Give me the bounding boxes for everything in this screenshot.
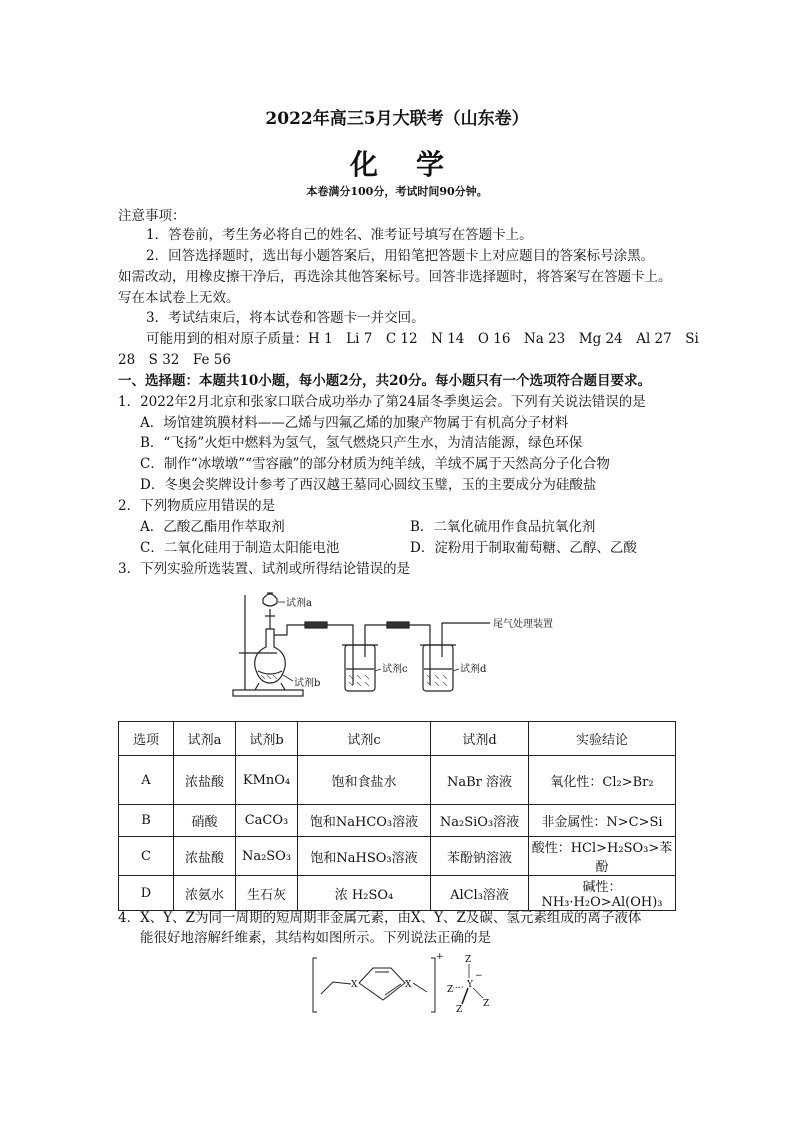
table-cell: 饱和食盐水: [298, 756, 431, 805]
table-cell: 生石灰: [236, 876, 298, 911]
separatory-funnel: [263, 594, 277, 606]
q2-option-b: B．二氧化硫用作食品抗氧化剂: [410, 519, 596, 535]
table-cell: Na₂SiO₃溶液: [431, 805, 529, 837]
label-tail-gas: 尾气处理装置: [493, 619, 553, 630]
q1-option-c: C．制作“冰墩墩”“雪容融”的部分材质为纯羊绒，羊绒不属于天然高分子化合物: [140, 456, 610, 472]
anion-z-top: Z: [465, 955, 472, 965]
table-cell: Na₂SO₃: [236, 837, 298, 876]
note-item-2-line-3: 写在本试卷上无效。: [118, 290, 240, 306]
table-cell: D: [119, 876, 174, 911]
section-heading: 一、选择题：本题共10小题，每小题2分，共20分。每小题只有一个选项符合题目要求。: [118, 373, 651, 389]
wash-bottle-d: [423, 645, 453, 691]
note-item-3: 3．考试结束后，将本试卷和答题卡一并交回。: [146, 310, 425, 326]
table-cell: AlCl₃溶液: [431, 876, 529, 911]
q3-stem: 3．下列实验所选装置、试剂或所得结论错误的是: [118, 561, 411, 577]
q4-stem-line-2: 能很好地溶解纤维素，其结构如图所示。下列说法正确的是: [140, 930, 491, 946]
table-header: 选项: [119, 722, 174, 756]
table-cell: C: [119, 837, 174, 876]
table-header: 试剂d: [431, 722, 529, 756]
table-cell: 酸性：HCl>H₂SO₃>苯酚: [529, 837, 676, 876]
q2-option-c: C．二氧化硅用于制造太阳能电池: [140, 540, 340, 556]
reagent-b-level: [258, 671, 282, 674]
table-cell: NaBr 溶液: [431, 756, 529, 805]
stand-base: [233, 690, 303, 696]
table-header: 实验结论: [529, 722, 676, 756]
anion-charge: −: [475, 971, 483, 981]
ionic-liquid-structure: [305, 950, 515, 1020]
table-row: [119, 756, 676, 805]
table-cell: B: [119, 805, 174, 837]
label-reagent-a: 试剂a: [286, 598, 312, 609]
subject-title: 化学: [349, 148, 482, 181]
delivery-tube-3: [442, 623, 490, 645]
table-row: [119, 805, 676, 837]
q2-option-a: A．乙酸乙酯用作萃取剂: [140, 519, 285, 535]
notes-heading: 注意事项：: [118, 208, 186, 224]
rubber-connector-1: [305, 622, 327, 628]
table-header: 试剂c: [298, 722, 431, 756]
anion-y: Y: [467, 980, 473, 990]
q2-stem: 2．下列物质应用错误的是: [118, 498, 276, 514]
rubber-connector-2: [387, 622, 409, 628]
atomic-masses-line-2: 28 S 32 Fe 56: [118, 352, 231, 368]
table-cell: CaCO₃: [236, 805, 298, 837]
q1-option-a: A．场馆建筑膜材料——乙烯与四氟乙烯的加聚产物属于有机高分子材料: [140, 415, 569, 431]
anion-z-bottom: Z: [456, 1005, 463, 1015]
q1-stem: 1．2022年2月北京和张家口联合成功举办了第24届冬季奥运会。下列有关说法错误的是: [118, 394, 646, 410]
ring-atom-x2: X: [405, 980, 412, 990]
table-cell: 饱和NaHSO₃溶液: [298, 837, 431, 876]
exam-title: 2022年高三5月大联考（山东卷）: [265, 109, 529, 129]
q2-option-d: D．淀粉用于制取葡萄糖、乙醇、乙酸: [410, 540, 637, 556]
q3-table: [118, 721, 676, 911]
table-cell: 苯酚钠溶液: [431, 837, 529, 876]
bracket-left: [313, 958, 317, 1012]
table-cell: 浓盐酸: [174, 756, 236, 805]
apparatus-diagram: [225, 585, 585, 710]
table-cell: 浓 H₂SO₄: [298, 876, 431, 911]
ring-atom-x1: X: [351, 980, 358, 990]
table-cell: 浓氨水: [174, 876, 236, 911]
methyl-group: [413, 983, 427, 992]
imidazolium-ring: [359, 968, 405, 1000]
table-cell: 硝酸: [174, 805, 236, 837]
q1-option-d: D．冬奥会奖牌设计参考了西汉越王墓同心圆纹玉璧，玉的主要成分为硅酸盐: [140, 477, 597, 493]
note-item-1: 1．答卷前，考生务必将自己的姓名、准考证号填写在答题卡上。: [146, 227, 533, 243]
cation-charge: +: [436, 952, 444, 962]
label-reagent-b: 试剂b: [294, 678, 321, 689]
anion-z-right: Z: [483, 999, 490, 1009]
table-cell: 饱和NaHCO₃溶液: [298, 805, 431, 837]
q1-option-b: B．“飞扬”火炬中燃料为氢气，氢气燃烧只产生水，为清洁能源，绿色环保: [140, 435, 583, 451]
table-cell: 非金属性：N>C>Si: [529, 805, 676, 837]
note-item-2-line-2: 如需改动，用橡皮擦干净后，再选涂其他答案标号。回答非选择题时，将答案写在答题卡上。: [118, 269, 672, 285]
label-reagent-d: 试剂d: [460, 664, 487, 675]
table-row: [119, 837, 676, 876]
atomic-masses-line-1: 可能用到的相对原子质量：H 1 Li 7 C 12 N 14 O 16 Na 23 Mg 24 Al 27 Si: [146, 331, 699, 347]
q4-stem-line-1: 4．X、Y、Z为同一周期的短周期非金属元素，由X、Y、Z及碳、氢元素组成的离子液体: [118, 910, 642, 926]
note-item-2-line-1: 2．回答选择题时，选出每小题答案后，用铅笔把答题卡上对应题目的答案标号涂黑。: [146, 248, 655, 264]
ethyl-group: [321, 982, 351, 994]
table-header: 试剂b: [236, 722, 298, 756]
table-cell: 浓盐酸: [174, 837, 236, 876]
table-cell: KMnO₄: [236, 756, 298, 805]
label-reagent-c: 试剂c: [382, 664, 408, 675]
table-header: 试剂a: [174, 722, 236, 756]
table-cell: 氧化性：Cl₂>Br₂: [529, 756, 676, 805]
wash-bottle-c: [345, 645, 375, 691]
table-cell: 碱性：NH₃·H₂O>Al(OH)₃: [529, 876, 676, 911]
anion-z-left: Z: [447, 985, 454, 995]
score-note: 本卷满分100分，考试时间90分钟。: [306, 185, 488, 198]
table-cell: A: [119, 756, 174, 805]
bracket-right: [431, 958, 435, 1012]
round-bottom-flask: [255, 629, 286, 683]
